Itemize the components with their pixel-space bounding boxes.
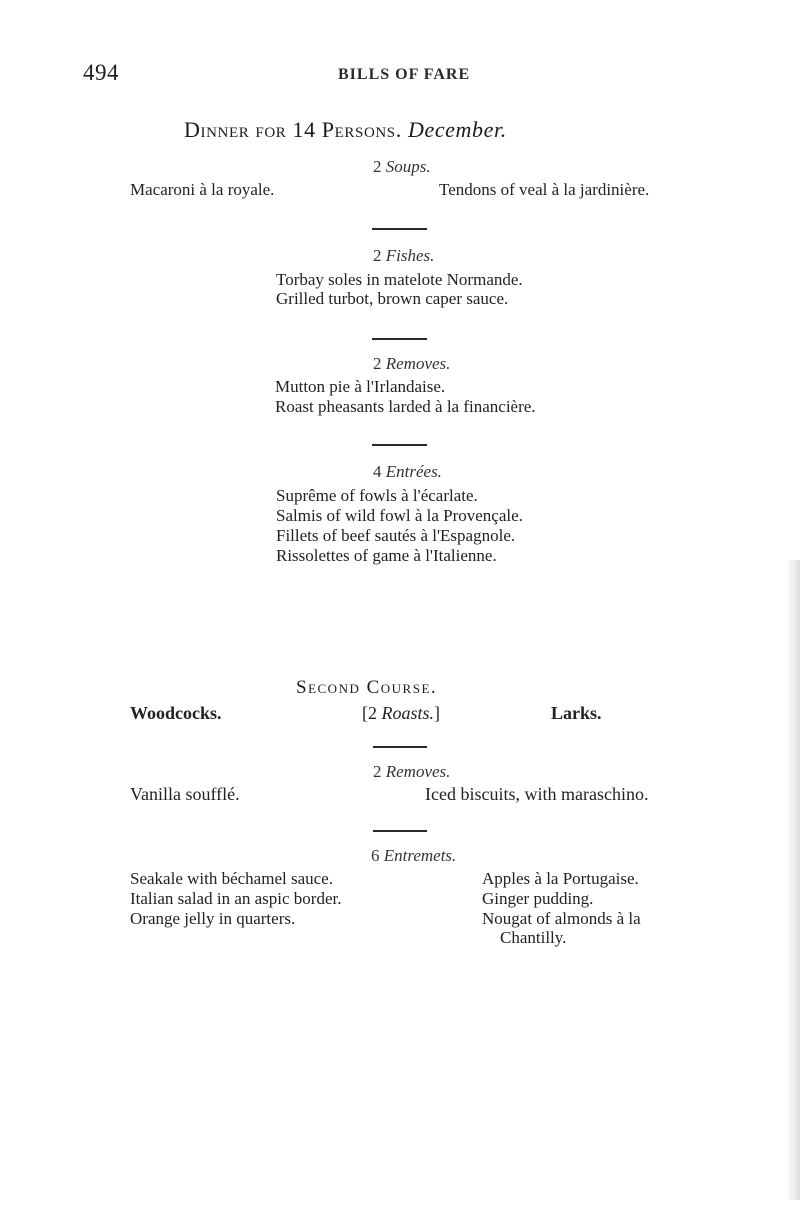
removes-heading [373, 354, 450, 374]
soups-heading-label: Soups. [385, 157, 431, 176]
roasts-heading [362, 704, 440, 723]
dinner-title-month: December. [407, 117, 507, 142]
entree-item: Rissolettes of game à l'Italienne. [276, 546, 497, 565]
fish-item: Grilled turbot, brown caper sauce. [276, 289, 509, 308]
remove-item: Mutton pie à l'Irlandaise. [275, 377, 446, 396]
entrees-heading [373, 462, 442, 482]
fishes-heading [373, 246, 434, 266]
entremet-right-item: Nougat of almonds à la [482, 909, 641, 928]
fishes-heading-label: Fishes. [385, 246, 435, 265]
soup-right: Tendons of veal à la jardinière. [439, 180, 650, 199]
second-removes-heading-count: 2 [373, 762, 382, 781]
dinner-title-prefix: Dinner for 14 Persons. [184, 117, 402, 142]
second-removes-heading-label: Removes. [385, 762, 451, 781]
entremet-left-item: Orange jelly in quarters. [130, 909, 296, 928]
entremet-left-item: Italian salad in an aspic border. [130, 889, 342, 908]
dinner-title [184, 117, 507, 143]
roasts-heading-text: [2 Roasts.] [362, 703, 441, 723]
removes-heading-label: Removes. [385, 354, 451, 373]
entremet-right-item: Ginger pudding. [482, 889, 594, 908]
removes-heading-count: 2 [373, 354, 382, 373]
page-edge-shadow [786, 560, 800, 1200]
soups-heading [373, 157, 431, 177]
entremet-right-item: Chantilly. [500, 928, 567, 947]
divider-rule [373, 830, 427, 832]
second-removes-heading [373, 762, 450, 782]
entremets-heading-label: Entremets. [383, 846, 457, 865]
divider-rule [373, 746, 427, 748]
entrees-heading-label: Entrées. [385, 462, 442, 481]
entremet-right-item: Apples à la Portugaise. [482, 869, 639, 888]
divider-rule [372, 338, 427, 340]
divider-rule [372, 228, 427, 230]
soup-left: Macaroni à la royale. [130, 180, 275, 199]
entrees-heading-count: 4 [373, 462, 382, 481]
entremets-heading [371, 846, 456, 866]
remove-item: Roast pheasants larded à la financière. [275, 397, 536, 416]
entree-item: Salmis of wild fowl à la Provençale. [276, 506, 523, 525]
entremets-heading-count: 6 [371, 846, 380, 865]
entree-item: Suprême of fowls à l'écarlate. [276, 486, 478, 505]
second-remove-right: Iced biscuits, with maraschino. [425, 784, 649, 804]
divider-rule [372, 444, 427, 446]
soups-heading-count: 2 [373, 157, 382, 176]
running-head: BILLS OF FARE [338, 66, 471, 83]
entree-item: Fillets of beef sautés à l'Espagnole. [276, 526, 516, 545]
roast-left: Woodcocks. [130, 703, 222, 723]
entremet-left-item: Seakale with béchamel sauce. [130, 869, 333, 888]
roast-right: Larks. [551, 703, 602, 723]
fish-item: Torbay soles in matelote Normande. [276, 270, 523, 289]
fishes-heading-count: 2 [373, 246, 382, 265]
page-number: 494 [83, 60, 119, 85]
second-course-title: Second Course. [296, 677, 438, 698]
second-remove-left: Vanilla soufflé. [130, 784, 240, 804]
